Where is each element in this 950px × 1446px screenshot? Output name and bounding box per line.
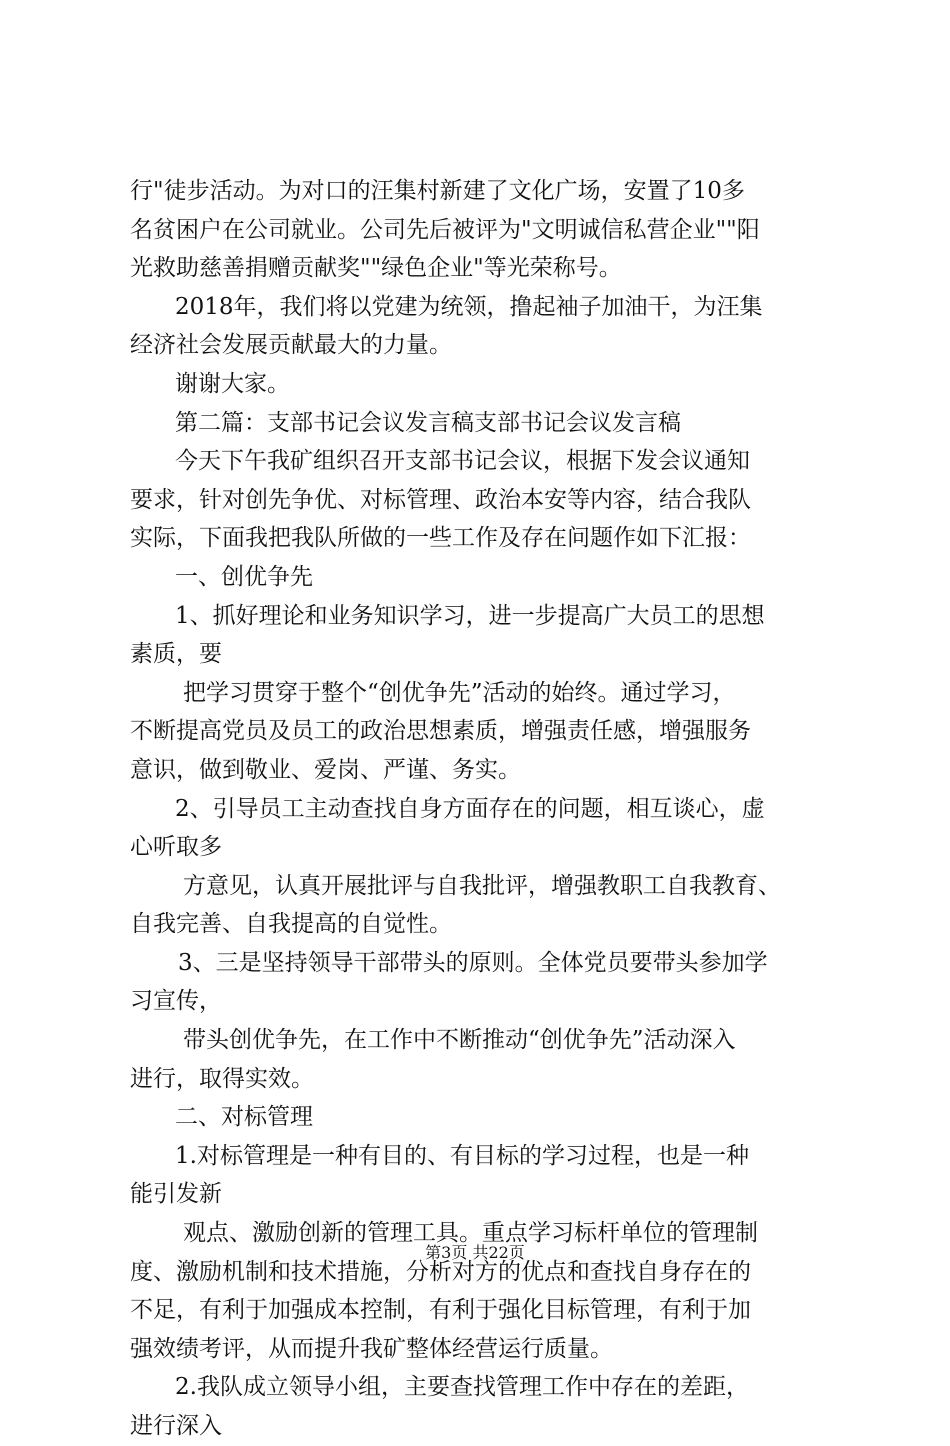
- text-line: 3、三是坚持领导干部带头的原则。全体党员要带头参加学: [178, 949, 768, 976]
- subsection-heading: 一、创优争先: [175, 563, 313, 590]
- text-line: 素质，要: [130, 641, 222, 668]
- text-line: 光救助慈善捐赠贡献奖""绿色企业"等光荣称号。: [130, 255, 622, 282]
- section-heading: 第二篇：支部书记会议发言稿支部书记会议发言稿: [175, 409, 681, 436]
- text-line: 把学习贯穿于整个“创优争先”活动的始终。通过学习，: [183, 679, 736, 706]
- text-line: 不足，有利于加强成本控制，有利于强化目标管理，有利于加: [130, 1297, 751, 1324]
- text-line: 2018年，我们将以党建为统领，撸起袖子加油干，为汪集: [175, 293, 763, 320]
- text-line: 度、激励机制和技术措施，分析对方的优点和查找自身存在的: [130, 1258, 751, 1285]
- text-line: 观点、激励创新的管理工具。重点学习标杆单位的管理制: [183, 1220, 758, 1247]
- text-line: 1、抓好理论和业务知识学习，进一步提高广大员工的思想: [175, 602, 765, 629]
- text-line: 意识，做到敬业、爱岗、严谨、务实。: [130, 756, 521, 783]
- text-line: 进行深入: [130, 1413, 222, 1439]
- text-line: 不断提高党员及员工的政治思想素质，增强责任感，增强服务: [130, 718, 751, 745]
- text-line: 谢谢大家。: [175, 370, 290, 397]
- subsection-heading: 二、对标管理: [175, 1104, 313, 1131]
- text-line: 要求，针对创先争优、对标管理、政治本安等内容，结合我队: [130, 486, 751, 513]
- text-line: 行"徒步活动。为对口的汪集村新建了文化广场，安置了10多: [130, 178, 745, 204]
- text-line: 2.我队成立领导小组，主要查找管理工作中存在的差距，: [175, 1374, 749, 1401]
- text-line: 今天下午我矿组织召开支部书记会议，根据下发会议通知: [175, 448, 750, 475]
- page-footer: [0, 1240, 950, 1266]
- text-line: 名贫困户在公司就业。公司先后被评为"文明诚信私营企业""阳: [130, 216, 760, 243]
- text-line: 心听取多: [130, 834, 222, 861]
- text-line: 经济社会发展贡献最大的力量。: [130, 332, 452, 359]
- text-line: 能引发新: [130, 1181, 222, 1208]
- text-line: 自我完善、自我提高的自觉性。: [130, 911, 452, 938]
- page-number: 第3页 共22页: [425, 1243, 525, 1262]
- text-line: 2、引导员工主动查找自身方面存在的问题，相互谈心，虚: [175, 795, 765, 822]
- text-line: 带头创优争先，在工作中不断推动“创优争先”活动深入: [183, 1027, 736, 1054]
- text-line: 强效绩考评，从而提升我矿整体经营运行质量。: [130, 1335, 613, 1362]
- text-line: 实际，下面我把我队所做的一些工作及存在问题作如下汇报：: [130, 525, 751, 552]
- text-line: 进行，取得实效。: [130, 1065, 314, 1092]
- text-line: 习宣传，: [130, 988, 222, 1015]
- text-line: 1.对标管理是一种有目的、有目标的学习过程，也是一种: [175, 1142, 749, 1169]
- text-line: 方意见，认真开展批评与自我批评，增强教职工自我教育、: [183, 872, 781, 899]
